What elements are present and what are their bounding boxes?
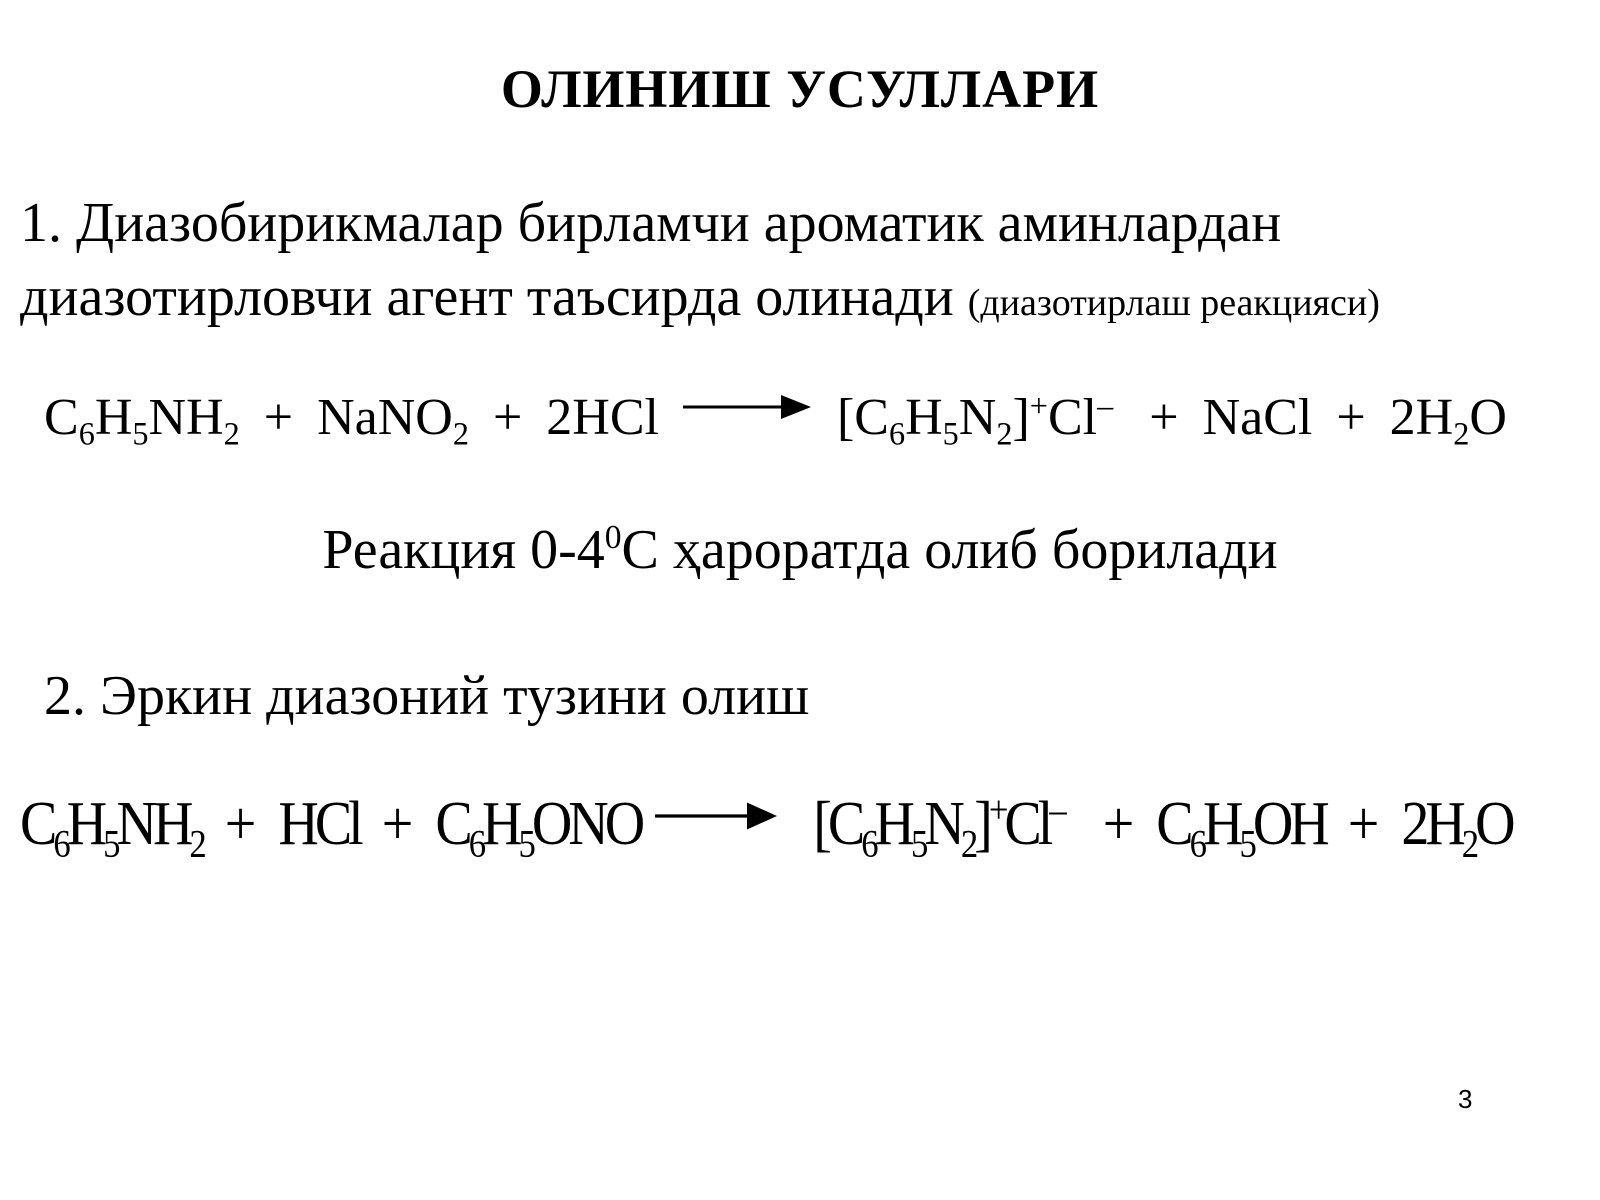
plus-sign: + [381,789,414,859]
reaction-arrow-icon [683,374,811,433]
reaction-condition: Реакция $0-4^0С$ ҳароратда олиб борилади [322,518,1278,581]
reactant-hcl: 2HCl [546,389,659,446]
section1-line2: диазотирловчи агент таъсирда олинади (диазотирлаш реакцияси) [20,266,1380,328]
plus-sign: + [1102,789,1135,859]
slide-title: ОЛИНИШ УСУЛЛАРИ [500,59,1100,119]
section1-text [20,186,1380,340]
product-water: $2H_2O$ [1401,789,1512,866]
plus-sign: + [1149,389,1179,446]
plus-sign: + [224,789,257,859]
product-diazonium-salt: $[C_6H_5N_2]^+Cl^-$ [813,787,1063,866]
plus-sign: + [492,389,523,446]
product-water: $2H_2O$ [1389,389,1507,452]
section1-line1: 1. Диазобирикмалар бирламчи ароматик аминлардан [20,192,1282,254]
reactant-aniline: $C_6H_5NH_2$ [44,389,240,452]
reaction-equation-1 [44,387,1507,452]
page-number: 3 [1458,1084,1473,1114]
reaction-arrow-icon [655,775,777,847]
product-nacl: NaCl [1202,389,1313,446]
reaction-equation-2 [20,787,1512,866]
reactant-nitrite-ester: $C_6H_5ONO$ [435,789,642,866]
plus-sign: + [263,389,294,446]
section1-note: (диазотирлаш реакцияси) [967,282,1380,324]
reactant-aniline: $C_6H_5NH_2$ [20,789,203,866]
product-alcohol: $C_6H_5OH$ [1156,789,1326,866]
reactant-hcl: HCl [278,789,360,859]
reactant-sodium-nitrite: NaNO$_2$ [317,389,469,452]
plus-sign: + [1347,789,1380,859]
product-diazonium-salt: $[C_6H_5N_2]^+Cl^-$ [836,387,1114,452]
section2-heading: 2. Эркин диазоний тузини олиш [44,665,810,727]
plus-sign: + [1336,389,1366,446]
